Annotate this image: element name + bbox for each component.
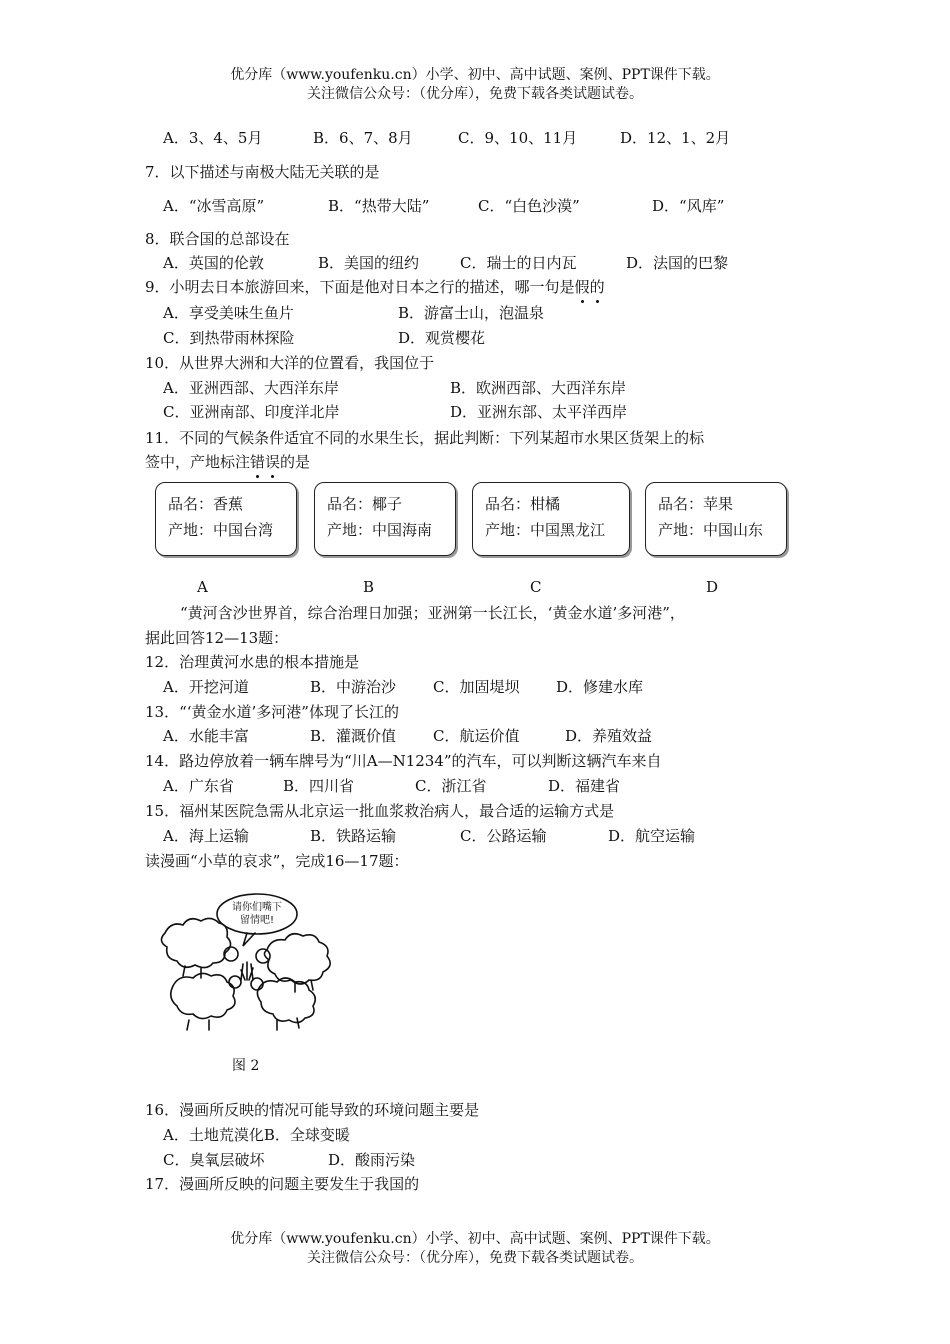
q12-stem: 12．治理黄河水患的根本措施是 xyxy=(145,653,360,671)
q12-option-a: A．开挖河道 xyxy=(163,678,249,696)
q6-option-c: C．9、10、11月 xyxy=(458,129,578,147)
q9-option-b: B．游富士山，泡温泉 xyxy=(398,304,545,322)
q13-option-a: A．水能丰富 xyxy=(163,727,249,745)
page-footer-line2: 关注微信公众号：（优分库），免费下载各类试题试卷。 xyxy=(307,1250,643,1266)
q9-option-d: D．观赏樱花 xyxy=(398,329,486,347)
q9-stem-text: 9．小明去日本旅游回来，下面是他对日本之行的描述，哪一句是 xyxy=(145,278,575,296)
q14-option-d: D．福建省 xyxy=(548,777,621,795)
q15-option-b: B．铁路运输 xyxy=(310,827,397,845)
intro-12-line2: 据此回答12—13题： xyxy=(145,629,289,647)
q9-option-a: A．享受美味生鱼片 xyxy=(163,304,294,322)
fruit-label-origin: 产地：中国黑龙江 xyxy=(485,521,606,539)
fruit-label-origin: 产地：中国海南 xyxy=(327,521,433,539)
intro-12-line1: “黄河含沙世界首，综合治理日加强；亚洲第一长江长，‘黄金水道’多河港”， xyxy=(180,604,685,622)
q13-option-d: D．养殖效益 xyxy=(565,727,653,745)
q6-option-b: B．6、7、8月 xyxy=(313,129,413,147)
q14-stem: 14．路边停放着一辆车牌号为“川A—N1234”的汽车，可以判断这辆汽车来自 xyxy=(145,752,662,770)
q11-stem-text: 签中，产地标注 xyxy=(145,453,251,471)
q10-option-b: B．欧洲西部、大西洋东岸 xyxy=(450,379,627,397)
q9-emphasis-char-2: 的 xyxy=(589,278,605,296)
cartoon-bubble-text-line2: 留情吧! xyxy=(239,915,275,926)
q8-option-b: B．美国的纽约 xyxy=(318,254,420,272)
q11-stem-tail: 的是 xyxy=(280,453,311,471)
q7-option-c: C．“白色沙漠” xyxy=(478,197,580,215)
q10-option-d: D．亚洲东部、太平洋西岸 xyxy=(450,403,628,421)
q13-option-c: C．航运价值 xyxy=(433,727,520,745)
fruit-label-name: 品名：椰子 xyxy=(327,495,403,513)
q7-stem: 7．以下描述与南极大陆无关联的是 xyxy=(145,163,380,181)
q15-option-a: A．海上运输 xyxy=(163,827,249,845)
fruit-label-c xyxy=(472,482,630,556)
q11-emphasis-char-1: 错 xyxy=(250,453,266,471)
page-footer-line1: 优分库（www.youfenku.cn）小学、初中、高中试题、案例、PPT课件下载。 xyxy=(230,1231,720,1247)
q15-stem: 15．福州某医院急需从北京运一批血浆救治病人，最合适的运输方式是 xyxy=(145,802,615,820)
page-header-line2: 关注微信公众号：（优分库），免费下载各类试题试卷。 xyxy=(307,86,643,102)
q8-option-c: C．瑞士的日内瓦 xyxy=(460,254,577,272)
q9-emphasis-char-1: 假 xyxy=(574,278,590,296)
q15-option-c: C．公路运输 xyxy=(460,827,547,845)
q13-option-b: B．灌溉价值 xyxy=(310,727,397,745)
q12-option-c: C．加固堤坝 xyxy=(433,678,520,696)
q8-option-a: A．英国的伦敦 xyxy=(163,254,264,272)
fruit-label-letter-a: A xyxy=(197,578,208,596)
q6-option-d: D．12、1、2月 xyxy=(620,129,731,147)
cartoon-bubble-text-line1: 请你们嘴下 xyxy=(232,902,282,913)
fruit-label-a xyxy=(155,482,297,556)
q11-stem-line2 xyxy=(145,452,310,472)
q9-option-c: C．到热带雨林探险 xyxy=(163,329,295,347)
page-header-line1: 优分库（www.youfenku.cn）小学、初中、高中试题、案例、PPT课件下载。 xyxy=(230,67,720,83)
q7-option-a: A．“冰雪高原” xyxy=(163,197,265,215)
q17-stem: 17．漫画所反映的问题主要发生于我国的 xyxy=(145,1175,420,1193)
q8-stem: 8．联合国的总部设在 xyxy=(145,230,290,248)
q10-option-a: A．亚洲西部、大西洋东岸 xyxy=(163,379,339,397)
q14-option-b: B．四川省 xyxy=(283,777,355,795)
q6-option-a: A．3、4、5月 xyxy=(163,129,263,147)
q9-stem xyxy=(145,277,605,297)
q8-option-d: D．法国的巴黎 xyxy=(626,254,729,272)
q14-option-a: A．广东省 xyxy=(163,777,234,795)
q10-option-c: C．亚洲南部、印度洋北岸 xyxy=(163,403,340,421)
fruit-label-letter-b: B xyxy=(363,578,375,596)
q11-emphasis-char-2: 误 xyxy=(265,453,281,471)
q16-option-ab: A．土地荒漠化B．全球变暖 xyxy=(163,1126,350,1144)
fruit-label-origin: 产地：中国台湾 xyxy=(168,521,274,539)
q10-stem: 10．从世界大洲和大洋的位置看，我国位于 xyxy=(145,354,435,372)
fruit-label-b xyxy=(314,482,456,556)
intro-16: 读漫画“小草的哀求”，完成16—17题： xyxy=(145,852,409,870)
q16-stem: 16．漫画所反映的情况可能导致的环境问题主要是 xyxy=(145,1101,480,1119)
q16-option-c: C．臭氧层破坏 xyxy=(163,1151,265,1169)
fruit-label-d xyxy=(645,482,787,556)
fruit-label-name: 品名：香蕉 xyxy=(168,495,244,513)
q12-option-b: B．中游治沙 xyxy=(310,678,397,696)
q11-stem-line1: 11．不同的气候条件适宜不同的水果生长，据此判断：下列某超市水果区货架上的标 xyxy=(145,429,705,447)
q7-option-d: D．“风库” xyxy=(652,197,725,215)
fruit-label-letter-c: C xyxy=(530,578,542,596)
q7-option-b: B．“热带大陆” xyxy=(328,197,430,215)
q12-option-d: D．修建水库 xyxy=(556,678,644,696)
q15-option-d: D．航空运输 xyxy=(608,827,696,845)
cartoon-grass-plea xyxy=(155,888,335,1033)
fruit-label-letter-d: D xyxy=(706,578,719,596)
fruit-label-name: 品名：苹果 xyxy=(658,495,734,513)
q16-option-d: D．酸雨污染 xyxy=(328,1151,416,1169)
q14-option-c: C．浙江省 xyxy=(415,777,487,795)
q13-stem: 13．“‘黄金水道’多河港”体现了长江的 xyxy=(145,703,399,721)
fruit-label-name: 品名：柑橘 xyxy=(485,495,561,513)
figure-caption: 图 2 xyxy=(232,1058,260,1074)
fruit-label-origin: 产地：中国山东 xyxy=(658,521,764,539)
